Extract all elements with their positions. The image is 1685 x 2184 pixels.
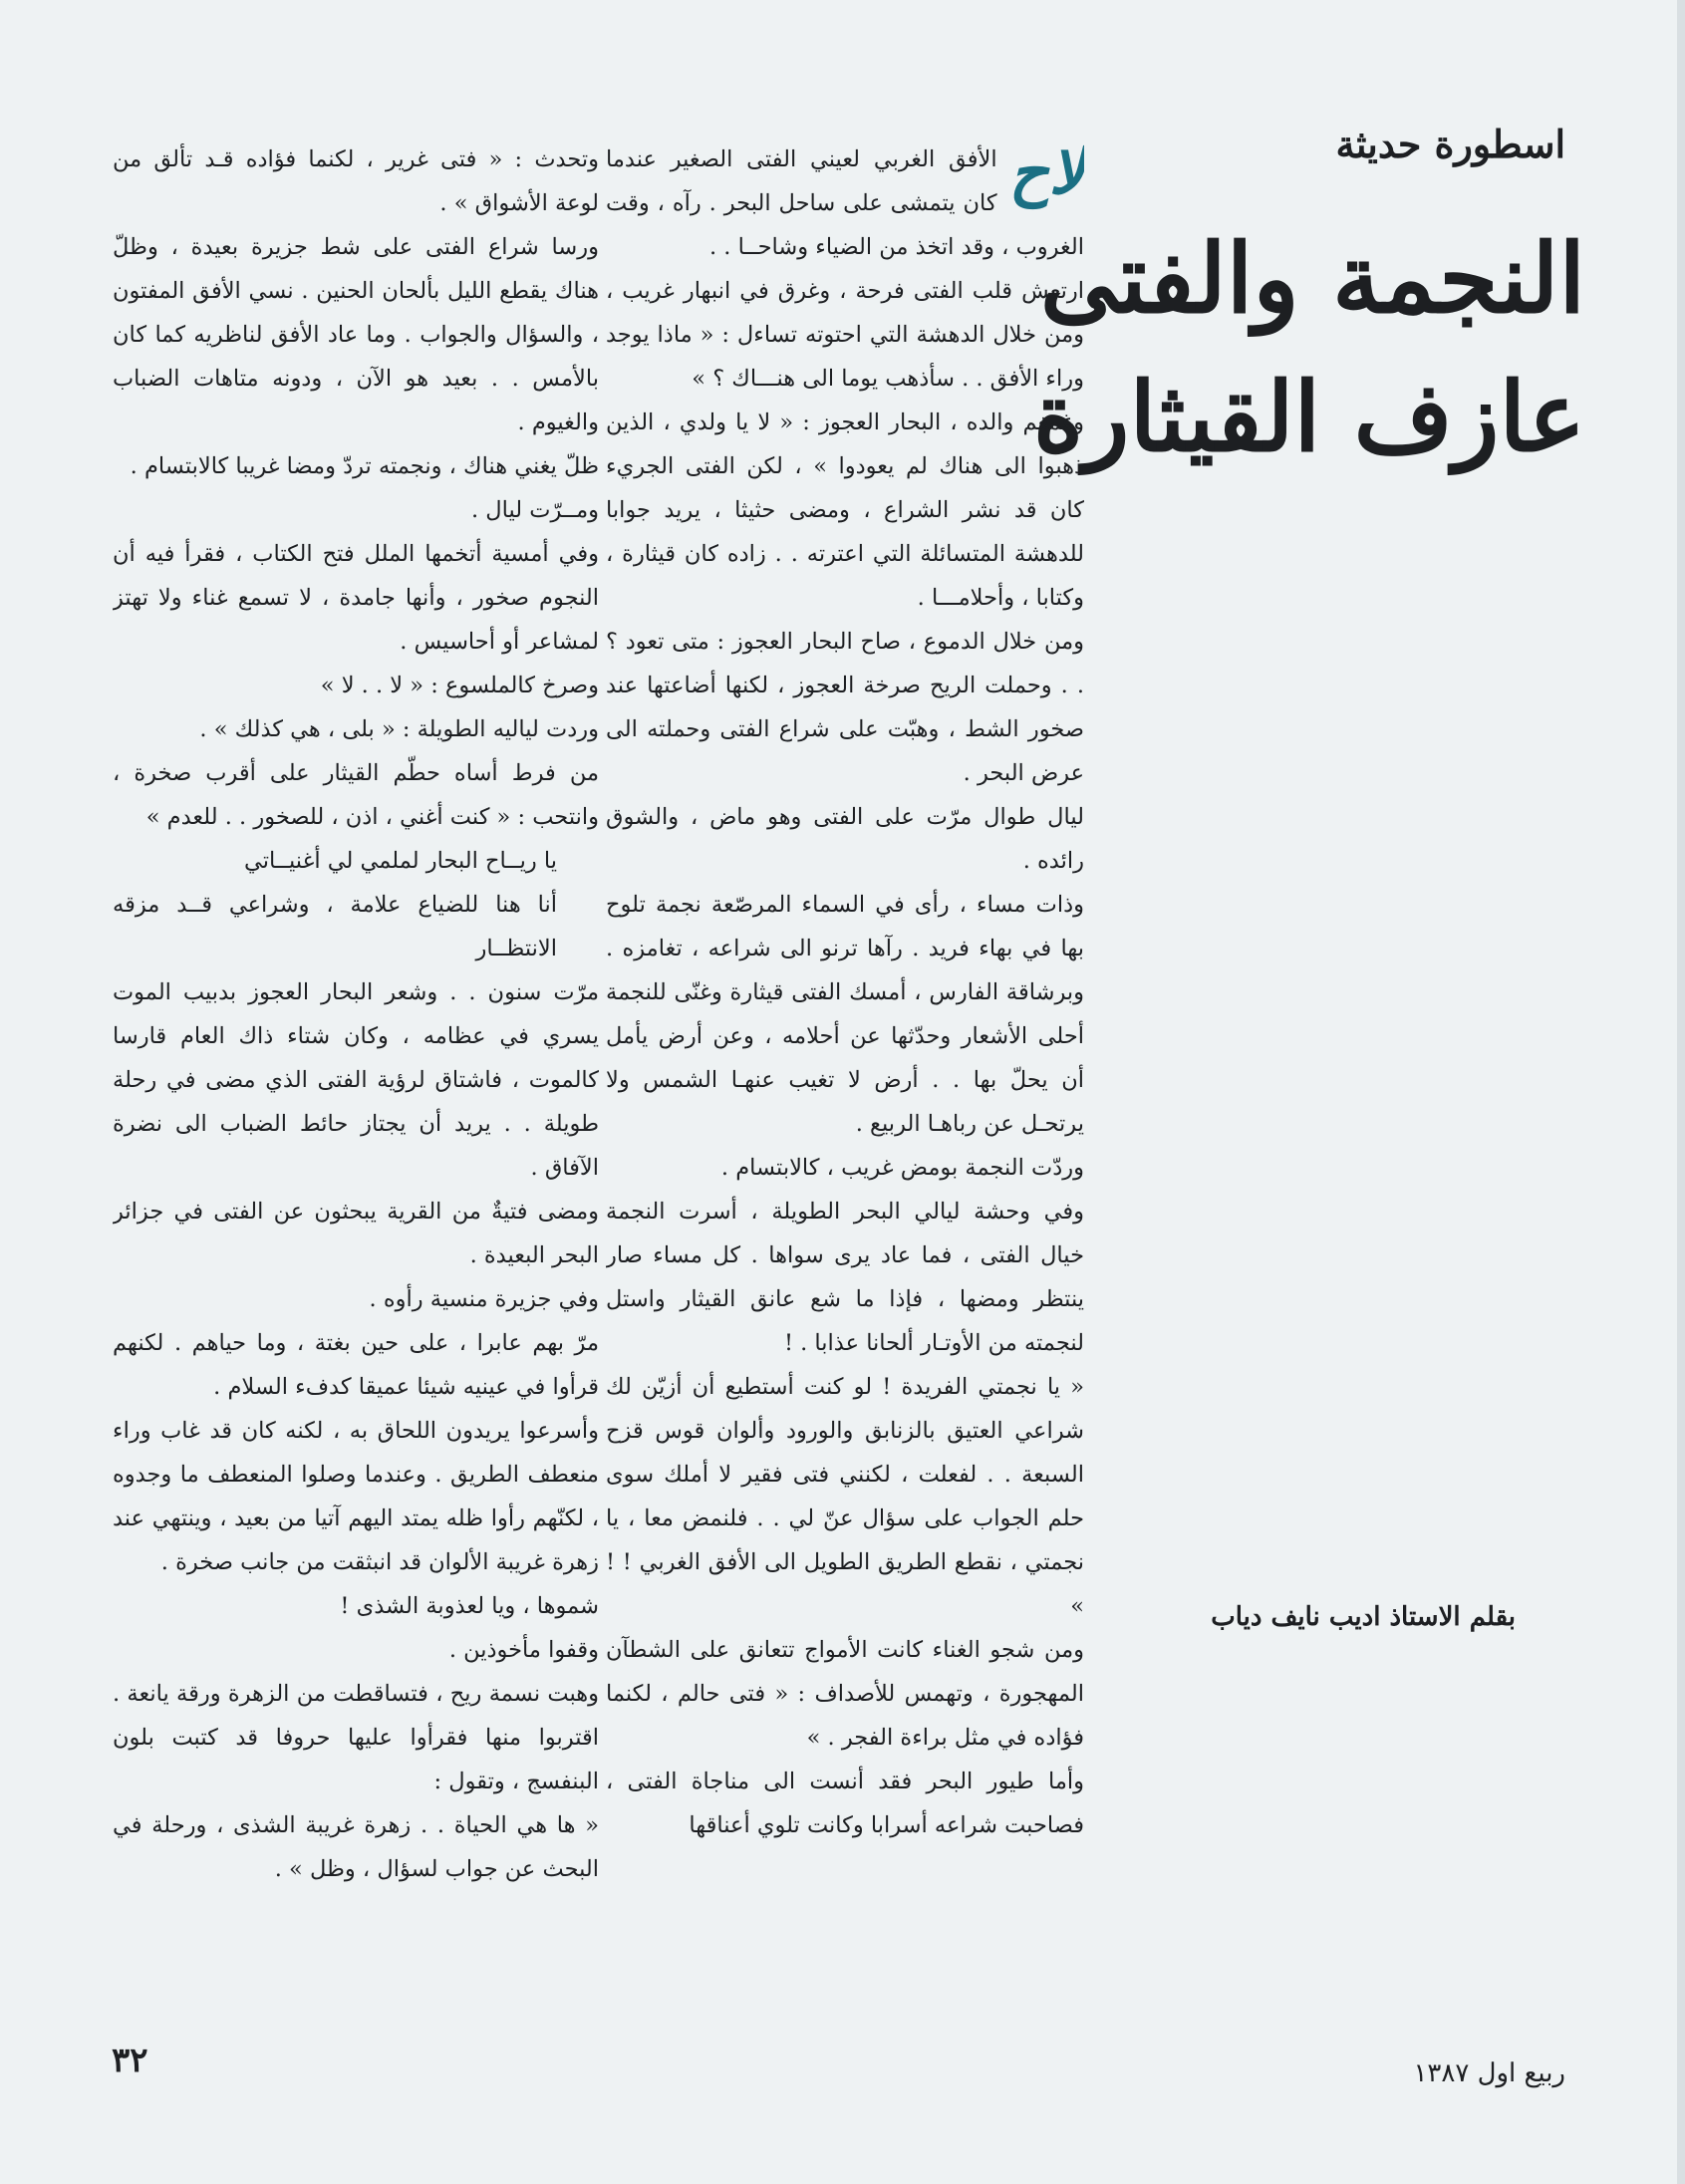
paragraph: ومضى فتيةٌ من القرية يبحثون عن الفتى في جزائر البحر البعيدة .	[113, 1199, 599, 1268]
paragraph: وقفوا مأخوذين .	[448, 1637, 599, 1663]
paragraph: مرّت سنون . . وشعر البحار العجوز بدبيب الموت يسري في عظامه ، وكان شتاء ذاك العام قارسا كالموت ، فاشتاق لرؤية الفتى الذي مضى في رحلة طويلة . . يريد أن يجتاز حائط الضباب الى نضرة الآفاق .	[113, 979, 599, 1181]
paragraph: من فرط أساه حطّم القيثار على أقرب صخرة ، وانتحب : « كنت أغني ، اذن ، للصخور . . للعدم »	[113, 760, 599, 830]
issue-date: ربيع اول ١٣٨٧	[1413, 2058, 1565, 2088]
paragraph: وردّت النجمة بومض غريب ، كالابتسام .	[720, 1155, 1084, 1181]
paragraph: وهبت نسمة ريح ، فتساقطت من الزهرة ورقة يانعة . اقتربوا منها فقرأوا عليها حروفا قد كتبت بلون البنفسج ، وتقول :	[113, 1681, 599, 1794]
paragraph: « يا نجمتي الفريدة ! لو كنت أستطيع أن أزيّن لك شراعي العتيق بالزنابق والورود وألوان قوس قزح السبعة . . لفعلت ، لكنني فتى فقير لا أملك سوى حلم الجواب على سؤال عنّ لي . . فلنمض معا ، يا نجمتي ، نقطع الطريق الطويل الى الأفق الغربي ! ! »	[606, 1374, 1084, 1619]
paragraph: وأما طيور البحر فقد أنست الى مناجاة الفتى ، فصاحبت شراعه أسرابا وكانت تلوي أعناقها	[606, 1769, 1084, 1838]
paragraph: وفي أمسية أتخمها الملل فتح الكتاب ، فقرأ فيه أن النجوم صخور ، وأنها جامدة ، لا تسمع غناء ولا تهتز لمشاعر أو أحاسيس .	[113, 541, 599, 655]
paragraph: « ها هي الحياة . . زهرة غريبة الشذى ، ورحلة في البحث عن جواب لسؤال ، وظل » .	[113, 1812, 599, 1882]
paragraph: ظلّ يغني هناك ، ونجمته تردّ ومضا غريبا كالابتسام .	[130, 453, 599, 479]
paragraph: ارتعش قلب الفتى فرحة ، وغرق في انبهار غريب ، ومن خلال الدهشة التي احتوته تساءل : « ماذا يوجد وراء الأفق . . سأذهب يوما الى هنـــاك ؟ »	[606, 278, 1084, 392]
paragraph: وغمغم والده ، البحار العجوز : « لا يا ولدي ، الذين ذهبوا الى هناك لم يعودوا » ، لكن الفتى الجريء كان قد نشر الشراع ، ومضى حثيثا ، يريد جوابا للدهشة المتسائلة التي اعترته . . زاده كان قيثارة ، وكتابا ، وأحلامـــا .	[606, 410, 1084, 611]
paragraph: وأسرعوا يريدون اللحاق به ، لكنه كان قد غاب وراء منعطف الطريق . وعندما وصلوا المنعطف ما وجدوه ، لكنّهم رأوا ظله يمتد اليهم آتيا من بعيد ، وينتهي عند زهرة غريبة الألوان قد انبثقت من جانب صخرة .	[113, 1418, 599, 1575]
title-line-2: عازف القيثارة	[1032, 361, 1585, 474]
paragraph: مرّ بهم عابرا ، على حين بغتة ، وما حياهم . لكنهم قرأوا في عينيه شيئا عميقا كدفء السلام .	[113, 1330, 599, 1400]
paragraph: ومن شجو الغناء كانت الأمواج تتعانق على الشطآن المهجورة ، وتهمس للأصداف : « فتى حالم ، لكنما فؤاده في مثل براءة الفجر . »	[606, 1637, 1084, 1751]
paragraph: الأفق الغربي لعيني الفتى الصغير عندما كان يتمشى على ساحل البحر . رآه ، وقت الغروب ، وقد اتخذ من الضياء وشاحــا . .	[606, 146, 1084, 260]
paragraph: وردت لياليه الطويلة : « بلى ، هي كذلك » .	[199, 716, 599, 742]
paragraph: وصرخ كالملسوع : « لا . . لا »	[320, 673, 599, 698]
text-column-b	[113, 137, 599, 2011]
title-line-1: النجمة والفتى	[1039, 222, 1585, 335]
text-column-a	[606, 137, 1084, 2011]
article-title	[1032, 209, 1585, 486]
page-edge	[1677, 0, 1685, 2184]
author-byline: بقلم الاستاذ اديب نايف دياب	[1211, 1602, 1516, 1632]
article-kicker: اسطورة حديثة	[1335, 122, 1565, 166]
paragraph: ليال طوال مرّت على الفتى وهو ماض ، والشوق رائده .	[606, 804, 1084, 874]
paragraph: وذات مساء ، رأى في السماء المرصّعة نجمة تلوح بها في بهاء فريد . رآها ترنو الى شراعه ، تغامزه . وبرشاقة الفارس ، أمسك الفتى قيثارة وغنّى للنجمة أحلى الأشعار وحدّثها عن أحلامه ، وعن أرض يأمل أن يحلّ بها . . أرض لا تغيب عنهـا الشمس ولا يرتحـل عن رباهـا الربيع .	[606, 892, 1084, 1137]
paragraph: ومن خلال الدموع ، صاح البحار العجوز : متى تعود ؟ . . وحملت الريح صرخة العجوز ، لكنها أضاعتها عند صخور الشط ، وهبّت على شراع الفتى وحملته الى عرض البحر .	[606, 629, 1084, 786]
verse-stanza: يا ريــاح البحار لملمي لي أغنيــاتي أنا هنا للضياع علامة ، وشراعي قــد مزقه الانتظــار	[113, 848, 557, 961]
paragraph: ومــرّت ليال .	[470, 497, 599, 523]
drop-initial: لاح	[1008, 137, 1084, 208]
paragraph: ورسا شراع الفتى على شط جزيرة بعيدة ، وظلّ هناك يقطع الليل بألحان الحنين . نسي الأفق المفتون ، والسؤال والجواب . وما عاد الأفق لناظريه كما كان بالأمس . . بعيد هو الآن ، ودونه متاهات الضباب والغيوم .	[113, 234, 599, 435]
paragraph: وتحدث : « فتى غرير ، لكنما فؤاده قـد تألق من لوعة الأشواق » .	[113, 146, 599, 216]
paragraph: شموها ، ويا لعذوبة الشذى !	[340, 1593, 599, 1619]
paragraph: وفي جزيرة منسية رأوه .	[369, 1286, 599, 1312]
paragraph: وفي وحشة ليالي البحر الطويلة ، أسرت النجمة خيال الفتى ، فما عاد يرى سواها . كل مساء صار ينتظر ومضها ، فإذا ما شع عانق القيثار واستل لنجمته من الأوتـار ألحانا عذابا . !	[606, 1199, 1084, 1356]
page-number: ٣٢	[112, 2041, 148, 2080]
